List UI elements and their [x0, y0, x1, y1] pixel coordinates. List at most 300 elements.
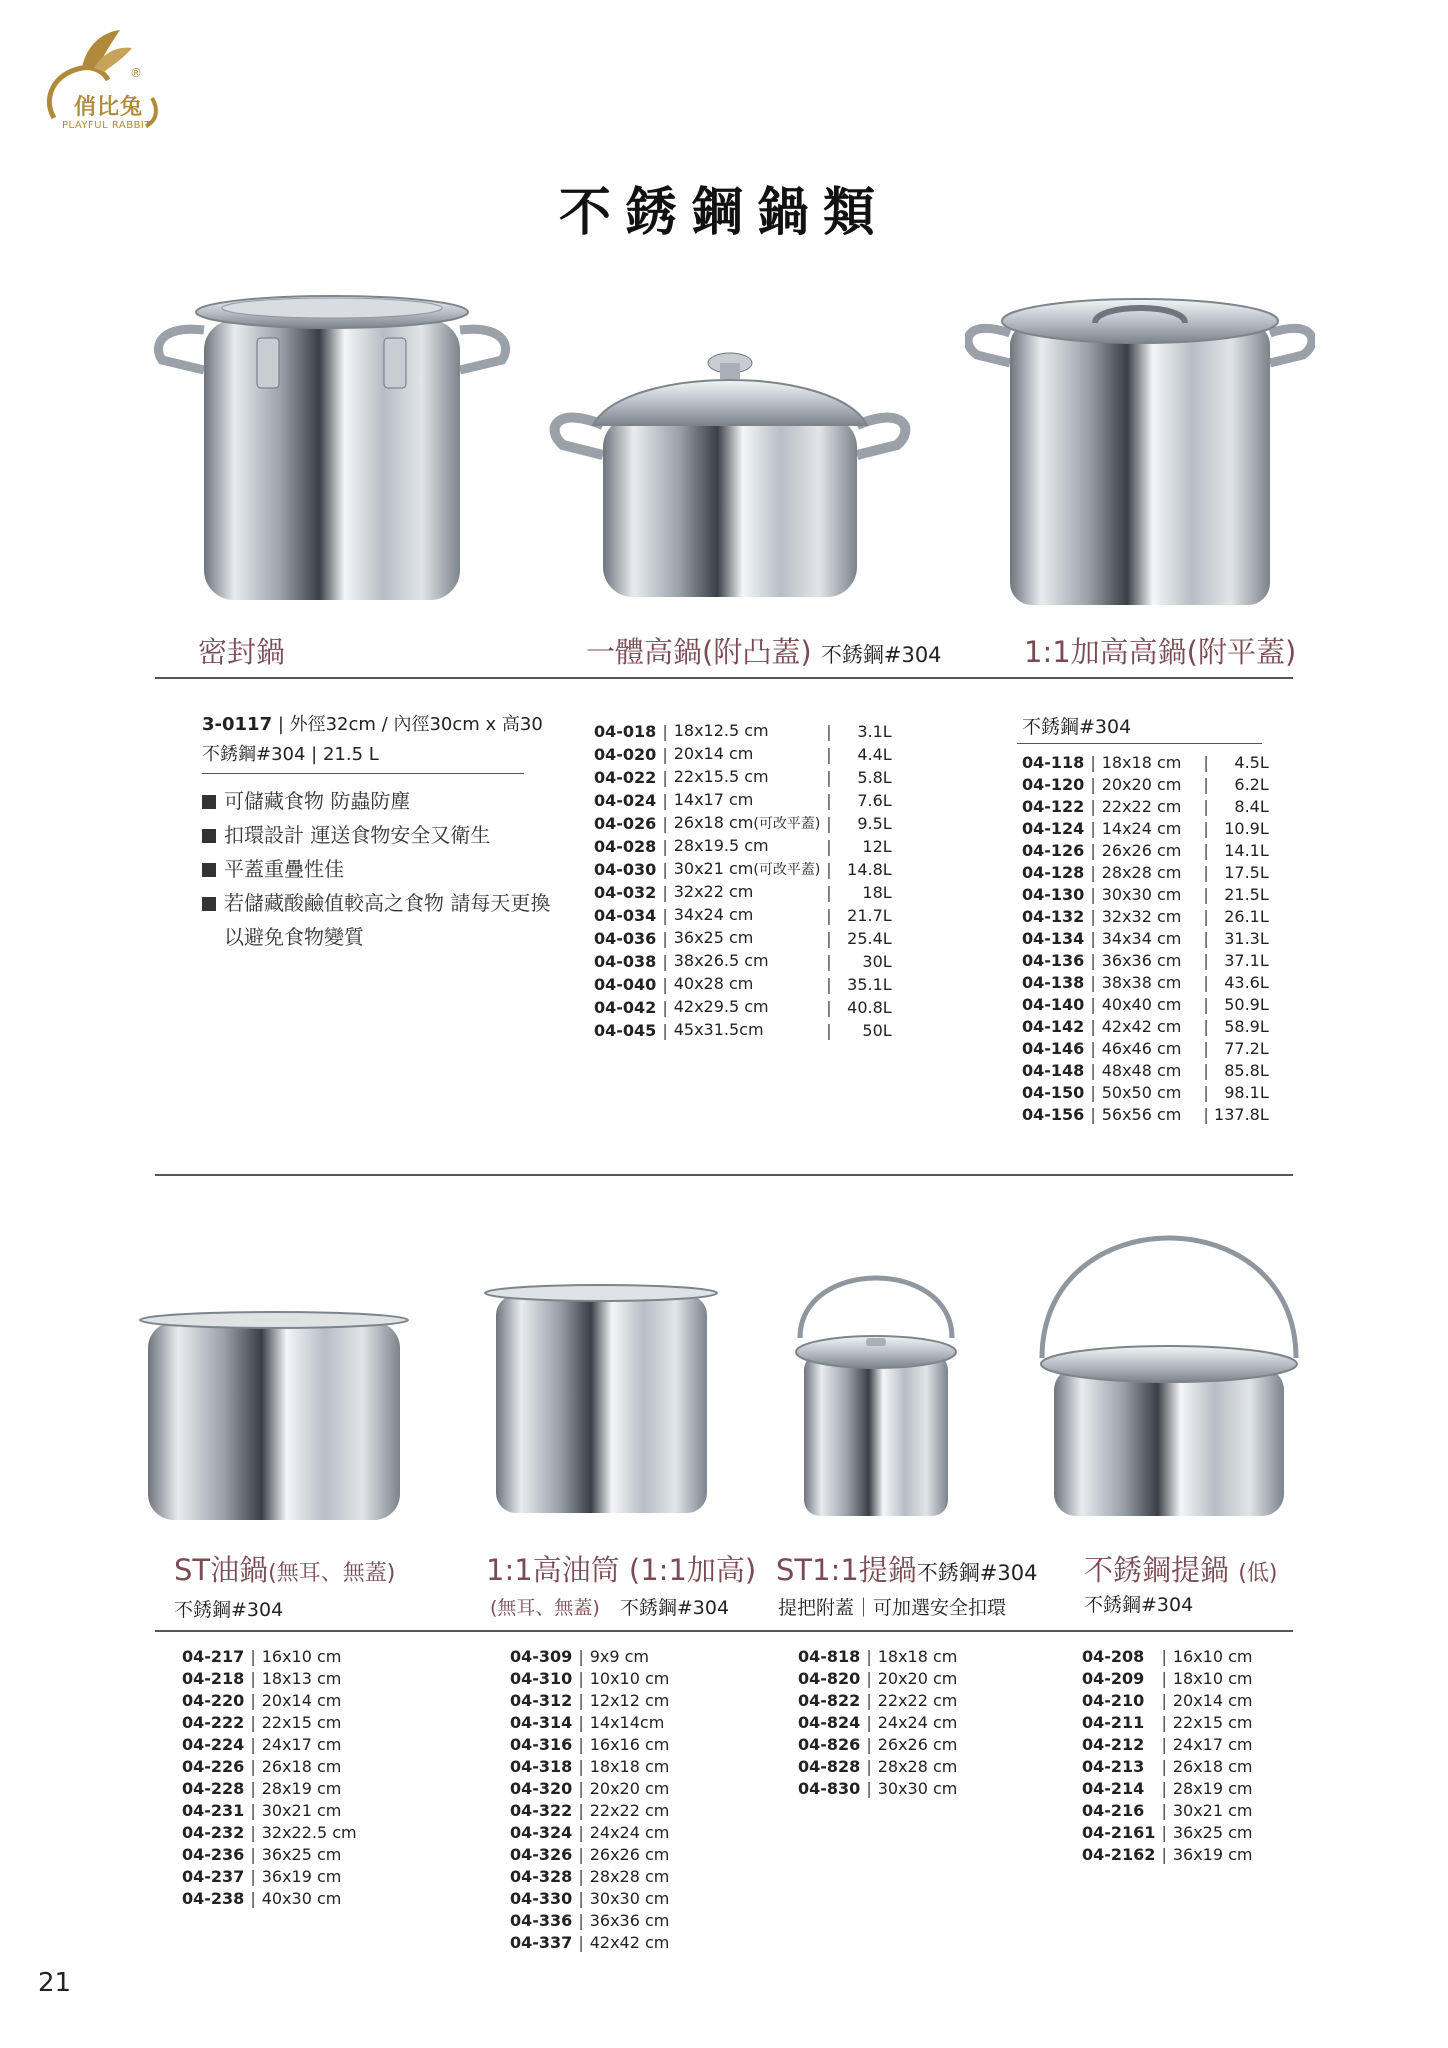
- table-row: [182, 1756, 357, 1778]
- separator: |: [1090, 1083, 1096, 1102]
- table-row: [798, 1646, 957, 1668]
- low-bucket-name-paren: (低): [1238, 1561, 1278, 1586]
- item-code: 04-222: [182, 1713, 245, 1732]
- table-row: [594, 835, 892, 858]
- feature-item: 平蓋重疊性佳: [202, 852, 550, 886]
- table-row: [182, 1668, 357, 1690]
- separator: |: [578, 1691, 584, 1710]
- item-code: 04-226: [182, 1757, 245, 1776]
- separator: |: [1090, 863, 1096, 882]
- separator: |: [250, 1713, 256, 1732]
- oil-pot-heading: [174, 1548, 395, 1589]
- item-code: 04-030: [594, 859, 657, 879]
- st-bucket-name: ST1:1提鍋: [776, 1553, 917, 1587]
- item-size: [674, 812, 821, 835]
- item-volume: 7.6L: [857, 790, 892, 810]
- item-code: 04-209: [1082, 1669, 1145, 1688]
- item-code: 04-312: [510, 1691, 573, 1710]
- item-code: 04-148: [1022, 1061, 1085, 1080]
- registered-mark: ®: [130, 66, 142, 80]
- item-size: 22x22 cm: [1101, 797, 1182, 816]
- table-row: [182, 1712, 357, 1734]
- separator: |: [1090, 753, 1096, 772]
- table-row: [594, 927, 892, 950]
- onepiece-material: 不銹鋼#304: [820, 643, 942, 667]
- separator: |: [1203, 973, 1209, 992]
- separator: |: [1203, 1105, 1209, 1124]
- item-code: 04-213: [1082, 1757, 1145, 1776]
- low-bucket-material: 不銹鋼#304: [1084, 1594, 1194, 1616]
- separator: |: [1090, 951, 1096, 970]
- item-volume: 14.8L: [847, 859, 892, 879]
- item-code: 04-156: [1022, 1105, 1085, 1124]
- item-size: [674, 973, 821, 996]
- item-volume: 98.1L: [1224, 1083, 1269, 1102]
- separator: |: [1161, 1647, 1167, 1666]
- item-size: 18x18 cm: [877, 1647, 958, 1666]
- item-code: 04-2162: [1082, 1845, 1156, 1864]
- table-row: [182, 1778, 357, 1800]
- item-size: 36x19 cm: [1172, 1845, 1253, 1864]
- separator: |: [826, 790, 832, 810]
- sealed-pot-icon: [152, 290, 512, 610]
- item-code: 04-330: [510, 1889, 573, 1908]
- separator: |: [578, 1713, 584, 1732]
- separator: |: [662, 997, 668, 1017]
- oil-pot-image: [138, 1310, 410, 1525]
- separator: |: [826, 951, 832, 971]
- item-code: 04-128: [1022, 863, 1085, 882]
- item-code: 04-309: [510, 1647, 573, 1666]
- item-size: 9x9 cm: [589, 1647, 649, 1666]
- item-code: 04-324: [510, 1823, 573, 1842]
- tall-material: 不銹鋼#304: [1022, 716, 1132, 738]
- separator: |: [1203, 841, 1209, 860]
- low-bucket-size-table: [1082, 1646, 1252, 1866]
- separator: |: [1090, 885, 1096, 904]
- item-code: 04-217: [182, 1647, 245, 1666]
- low-bucket-icon: [1038, 1218, 1300, 1518]
- item-size: 16x16 cm: [589, 1735, 670, 1754]
- item-volume: 21.5L: [1224, 885, 1269, 904]
- separator: |: [250, 1867, 256, 1886]
- separator: |: [1161, 1757, 1167, 1776]
- sealed-spec-underline: [202, 773, 524, 774]
- oil-pot-size-table: [182, 1646, 357, 1910]
- item-size: 12x12 cm: [589, 1691, 670, 1710]
- separator: |: [1203, 797, 1209, 816]
- separator: |: [1090, 1061, 1096, 1080]
- table-row: [510, 1756, 669, 1778]
- item-volume: 14.1L: [1224, 841, 1269, 860]
- separator: |: [662, 951, 668, 971]
- sealed-spec-material: 不銹鋼#304: [202, 744, 306, 765]
- separator: |: [250, 1691, 256, 1710]
- item-size: 10x10 cm: [589, 1669, 670, 1688]
- tall-pot-image: [965, 283, 1315, 608]
- item-code: 04-018: [594, 721, 657, 741]
- item-code: 04-224: [182, 1735, 245, 1754]
- item-size-text: 42x29.5 cm: [673, 997, 769, 1016]
- item-code: 04-822: [798, 1691, 861, 1710]
- table-row: [1022, 840, 1269, 862]
- item-code: 04-214: [1082, 1779, 1145, 1798]
- separator: |: [1161, 1735, 1167, 1754]
- item-volume: 40.8L: [847, 997, 892, 1017]
- item-size: 30x30 cm: [589, 1889, 670, 1908]
- item-size: 36x25 cm: [261, 1845, 342, 1864]
- table-row: [510, 1910, 669, 1932]
- item-code: 04-024: [594, 790, 657, 810]
- table-row: [1022, 752, 1269, 774]
- table-row: [798, 1668, 957, 1690]
- separator: |: [1203, 1083, 1209, 1102]
- item-volume: 17.5L: [1224, 863, 1269, 882]
- separator: |: [1161, 1779, 1167, 1798]
- item-size: 40x40 cm: [1101, 995, 1182, 1014]
- item-code: 04-146: [1022, 1039, 1085, 1058]
- feature-item: 可儲藏食物 防蟲防塵: [202, 784, 550, 818]
- separator: |: [578, 1647, 584, 1666]
- item-size: 26x26 cm: [1101, 841, 1182, 860]
- item-size-text: 34x24 cm: [673, 905, 754, 924]
- table-row: [594, 973, 892, 996]
- item-code: 04-020: [594, 744, 657, 764]
- item-volume: 6.2L: [1234, 775, 1269, 794]
- item-volume: 8.4L: [1234, 797, 1269, 816]
- tall-size-table: [1022, 752, 1269, 1126]
- low-bucket-image: [1038, 1218, 1300, 1518]
- sealed-spec-line-1: 3-0117 | 外徑32cm / 內徑30cm x 高30: [202, 714, 543, 735]
- separator: |: [578, 1933, 584, 1952]
- oil-tube-icon: [484, 1283, 719, 1518]
- sealed-spec-volume: 21.5 L: [322, 744, 379, 765]
- table-row: [1082, 1712, 1252, 1734]
- item-size: 30x30 cm: [877, 1779, 958, 1798]
- item-size-text: 18x12.5 cm: [673, 721, 769, 740]
- separator: |: [578, 1823, 584, 1842]
- item-code: 04-034: [594, 905, 657, 925]
- item-volume: 10.9L: [1224, 819, 1269, 838]
- table-row: [1022, 796, 1269, 818]
- item-size: 14x24 cm: [1101, 819, 1182, 838]
- item-code: 04-336: [510, 1911, 573, 1930]
- table-row: [510, 1668, 669, 1690]
- onepiece-size-table: [594, 720, 892, 1042]
- sealed-spec-code: 3-0117: [202, 714, 273, 735]
- item-size: 20x20 cm: [1101, 775, 1182, 794]
- item-code: 04-126: [1022, 841, 1085, 860]
- item-code: 04-042: [594, 997, 657, 1017]
- separator: |: [866, 1713, 872, 1732]
- item-size: [674, 904, 821, 927]
- item-size: 20x20 cm: [877, 1669, 958, 1688]
- separator: |: [1161, 1845, 1167, 1864]
- separator: |: [826, 744, 832, 764]
- page-title: 不銹鋼鍋類: [558, 183, 889, 243]
- table-row: [1022, 862, 1269, 884]
- separator: |: [1090, 1105, 1096, 1124]
- brand-name-cn: 俏比兔: [74, 95, 144, 120]
- item-volume: 137.8L: [1214, 1105, 1269, 1124]
- table-row: [594, 1019, 892, 1042]
- tall-pot-icon: [965, 283, 1315, 608]
- separator: |: [1090, 1017, 1096, 1036]
- separator: |: [1090, 841, 1096, 860]
- table-row: [1022, 1082, 1269, 1104]
- item-volume: 43.6L: [1224, 973, 1269, 992]
- separator: |: [1203, 775, 1209, 794]
- separator: |: [1161, 1823, 1167, 1842]
- item-code: 04-032: [594, 882, 657, 902]
- bullet-square-icon: [202, 897, 216, 911]
- separator: |: [662, 1020, 668, 1040]
- item-code: 04-208: [1082, 1647, 1145, 1666]
- item-code: 04-238: [182, 1889, 245, 1908]
- item-size: 28x28 cm: [589, 1867, 670, 1886]
- separator: |: [250, 1779, 256, 1798]
- separator: |: [250, 1823, 256, 1842]
- separator: |: [662, 767, 668, 787]
- separator: |: [578, 1779, 584, 1798]
- item-size: 36x19 cm: [261, 1867, 342, 1886]
- item-code: 04-036: [594, 928, 657, 948]
- item-volume: 12L: [862, 836, 892, 856]
- separator: |: [662, 790, 668, 810]
- item-code: 04-310: [510, 1669, 573, 1688]
- separator: |: [250, 1735, 256, 1754]
- separator: |: [250, 1889, 256, 1908]
- separator: |: [662, 974, 668, 994]
- item-size: 26x18 cm: [261, 1757, 342, 1776]
- item-volume: 77.2L: [1224, 1039, 1269, 1058]
- table-row: [798, 1712, 957, 1734]
- item-volume: 21.7L: [847, 905, 892, 925]
- oil-tube-size-table: [510, 1646, 669, 1954]
- table-row: [594, 858, 892, 881]
- item-size: 30x21 cm: [261, 1801, 342, 1820]
- separator: |: [578, 1845, 584, 1864]
- table-row: [1022, 928, 1269, 950]
- separator: |: [866, 1647, 872, 1666]
- separator: |: [578, 1669, 584, 1688]
- item-code: 04-134: [1022, 929, 1085, 948]
- table-row: [594, 996, 892, 1019]
- table-row: [798, 1734, 957, 1756]
- oil-pot-icon: [138, 1310, 410, 1525]
- separator: |: [1090, 1039, 1096, 1058]
- tall-material-underline: [1017, 743, 1262, 744]
- item-code: 04-136: [1022, 951, 1085, 970]
- separator: |: [1090, 995, 1096, 1014]
- item-size: 18x18 cm: [1101, 753, 1182, 772]
- item-size: 24x17 cm: [261, 1735, 342, 1754]
- item-volume: 4.4L: [857, 744, 892, 764]
- item-note: (可改平蓋): [753, 816, 821, 832]
- table-row: [510, 1734, 669, 1756]
- table-row: [182, 1822, 357, 1844]
- separator: |: [1161, 1801, 1167, 1820]
- item-size-text: 36x25 cm: [673, 928, 754, 947]
- item-code: 04-124: [1022, 819, 1085, 838]
- item-code: 04-826: [798, 1735, 861, 1754]
- table-row: [1082, 1778, 1252, 1800]
- item-code: 04-040: [594, 974, 657, 994]
- item-code: 04-122: [1022, 797, 1085, 816]
- oil-tube-image: [484, 1283, 719, 1518]
- section-divider-top: [155, 677, 1293, 679]
- table-row: [1022, 1060, 1269, 1082]
- table-row: [1082, 1844, 1252, 1866]
- table-row: [510, 1646, 669, 1668]
- item-size: 22x22 cm: [877, 1691, 958, 1710]
- item-code: 04-138: [1022, 973, 1085, 992]
- separator: |: [866, 1757, 872, 1776]
- table-row: [182, 1800, 357, 1822]
- onepiece-pot-heading: [586, 630, 942, 671]
- oil-tube-sub: [490, 1593, 729, 1620]
- table-row: [1082, 1822, 1252, 1844]
- table-row: [1022, 774, 1269, 796]
- item-size-text: 26x18 cm: [673, 813, 754, 832]
- item-size: 48x48 cm: [1101, 1061, 1182, 1080]
- st-bucket-image: [790, 1268, 962, 1518]
- bullet-square-icon: [202, 863, 216, 877]
- item-code: 04-818: [798, 1647, 861, 1666]
- brand-logo: [34, 28, 164, 138]
- table-row: [798, 1690, 957, 1712]
- item-size-text: 22x15.5 cm: [673, 767, 769, 786]
- item-code: 04-130: [1022, 885, 1085, 904]
- bullet-square-icon: [202, 829, 216, 843]
- item-size: 34x34 cm: [1101, 929, 1182, 948]
- separator: |: [250, 1845, 256, 1864]
- item-code: 04-212: [1082, 1735, 1145, 1754]
- oil-pot-name-note: (無耳、無蓋): [268, 1561, 396, 1586]
- st-bucket-material: 不銹鋼#304: [916, 1561, 1038, 1585]
- separator: |: [250, 1801, 256, 1820]
- item-size: 18x10 cm: [1172, 1669, 1253, 1688]
- item-code: 04-038: [594, 951, 657, 971]
- table-row: [594, 950, 892, 973]
- table-row: [510, 1690, 669, 1712]
- separator: |: [578, 1757, 584, 1776]
- separator: |: [578, 1911, 584, 1930]
- item-size: [674, 996, 821, 1019]
- item-code: 04-132: [1022, 907, 1085, 926]
- oil-tube-material: 不銹鋼#304: [619, 1597, 730, 1619]
- item-code: 04-326: [510, 1845, 573, 1864]
- item-size: [674, 766, 821, 789]
- separator: |: [578, 1867, 584, 1886]
- item-code: 04-318: [510, 1757, 573, 1776]
- separator: |: [662, 744, 668, 764]
- item-code: 04-120: [1022, 775, 1085, 794]
- separator: |: [826, 836, 832, 856]
- section-divider-middle: [155, 1174, 1293, 1176]
- separator: |: [250, 1669, 256, 1688]
- separator: |: [578, 1889, 584, 1908]
- separator: |: [662, 882, 668, 902]
- sealed-feature-list: [202, 784, 550, 954]
- item-code: 04-830: [798, 1779, 861, 1798]
- page-number: 21: [38, 1968, 72, 1998]
- separator: |: [826, 721, 832, 741]
- onepiece-pot-image: [545, 345, 915, 605]
- table-row: [1082, 1756, 1252, 1778]
- onepiece-pot-name: 一體高鍋(附凸蓋): [586, 635, 812, 669]
- item-size: 24x17 cm: [1172, 1735, 1253, 1754]
- item-size: 24x24 cm: [877, 1713, 958, 1732]
- st-bucket-heading: [776, 1548, 1037, 1589]
- item-size: 26x18 cm: [1172, 1757, 1253, 1776]
- item-volume: 30L: [862, 951, 892, 971]
- item-code: 04-228: [182, 1779, 245, 1798]
- table-row: [594, 743, 892, 766]
- bullet-square-icon: [202, 795, 216, 809]
- item-size: 28x19 cm: [261, 1779, 342, 1798]
- sealed-pot-image: [152, 290, 512, 610]
- item-note: (可改平蓋): [753, 862, 821, 878]
- table-row: [594, 812, 892, 835]
- item-code: 04-140: [1022, 995, 1085, 1014]
- feature-item: 若儲藏酸鹼值較高之食物 請每天更換: [202, 886, 550, 920]
- table-row: [182, 1866, 357, 1888]
- separator: |: [662, 721, 668, 741]
- item-code: 04-337: [510, 1933, 573, 1952]
- oil-tube-heading: [486, 1548, 756, 1589]
- separator: |: [578, 1735, 584, 1754]
- item-code: 04-231: [182, 1801, 245, 1820]
- item-size: 16x10 cm: [261, 1647, 342, 1666]
- item-size: 18x18 cm: [589, 1757, 670, 1776]
- oil-tube-name: 1:1高油筒: [486, 1553, 620, 1587]
- table-row: [594, 881, 892, 904]
- item-code: 04-045: [594, 1020, 657, 1040]
- item-size: 50x50 cm: [1101, 1083, 1182, 1102]
- item-size-text: 38x26.5 cm: [673, 951, 769, 970]
- item-size: 28x19 cm: [1172, 1779, 1253, 1798]
- item-volume: 25.4L: [847, 928, 892, 948]
- table-row: [1022, 884, 1269, 906]
- item-code: 04-236: [182, 1845, 245, 1864]
- separator: |: [826, 767, 832, 787]
- separator: |: [826, 997, 832, 1017]
- item-size: [674, 835, 821, 858]
- table-row: [510, 1888, 669, 1910]
- table-row: [1022, 950, 1269, 972]
- item-code: 04-142: [1022, 1017, 1085, 1036]
- table-row: [1082, 1734, 1252, 1756]
- table-row: [510, 1712, 669, 1734]
- separator: |: [1090, 819, 1096, 838]
- table-row: [1082, 1690, 1252, 1712]
- item-size: [674, 720, 821, 743]
- separator: |: [1203, 907, 1209, 926]
- item-size-text: 45x31.5cm: [673, 1020, 764, 1039]
- separator: |: [826, 1020, 832, 1040]
- item-size-text: 14x17 cm: [673, 790, 754, 809]
- item-volume: 5.8L: [857, 767, 892, 787]
- table-row: [594, 904, 892, 927]
- separator: |: [1203, 929, 1209, 948]
- item-size: 14x14cm: [589, 1713, 665, 1732]
- table-row: [510, 1866, 669, 1888]
- item-volume: 37.1L: [1224, 951, 1269, 970]
- item-size: 30x30 cm: [1101, 885, 1182, 904]
- item-code: 04-820: [798, 1669, 861, 1688]
- item-size-text: 32x22 cm: [673, 882, 754, 901]
